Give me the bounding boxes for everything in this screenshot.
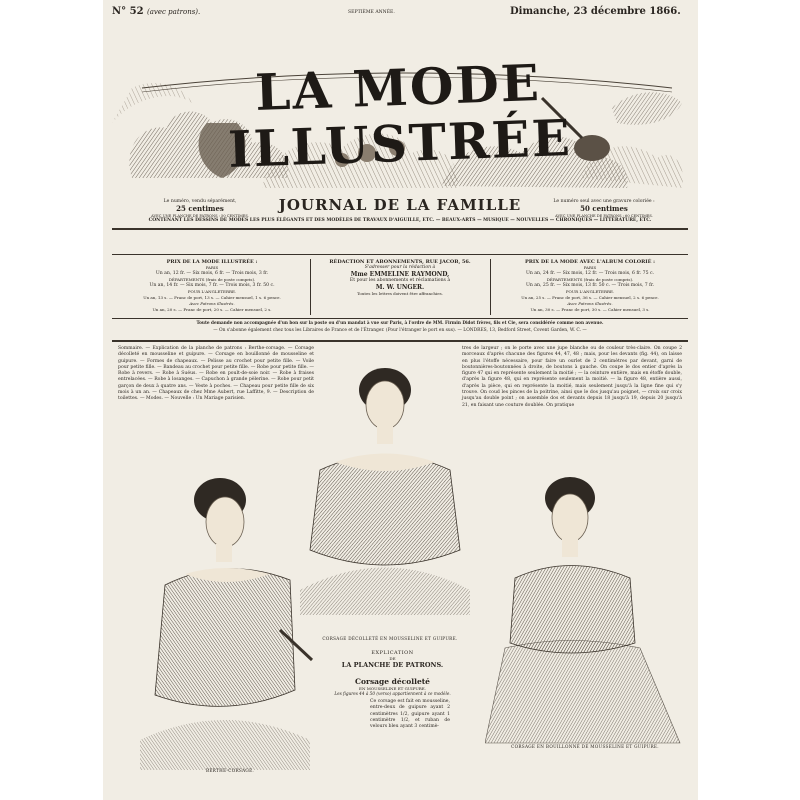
middle-info-line: S'adresser pour la rédaction à (364, 265, 436, 270)
subtitle: JOURNAL DE LA FAMILLE (278, 196, 522, 214)
divider (112, 318, 688, 319)
divider (112, 340, 688, 342)
year-label: SEPTIÈME ANNÉE. (348, 10, 395, 15)
left-info-line: Un an, 20 s. — Franc de port, 20 s. — Cahier mensuel, 2 s. (152, 307, 272, 312)
left-price-box (130, 199, 270, 219)
caption-right: CORSAGE EN BOUILLONNÉ DE MOUSSELINE ET GUIPURE. (511, 744, 659, 749)
editorial-address (314, 259, 486, 297)
caption-center: CORSAGE DÉCOLLETÉ EN MOUSSELINE ET GUIPURE. (322, 636, 458, 641)
left-info-line: POUR L'ANGLETERRE. (187, 289, 237, 294)
explication-subtitle: Corsage décolleté (355, 677, 430, 686)
sommaire-text: Sommaire. — Explication de la planche de patrons : Berthe-corsage. — Corsage décolleté en mousseline et guipure. — Corsage en bouillonné de mousseline et guipure. — Formes de chapeaux. — Pelisse au crochet pour petite fille. — Voile pour petite fille. — Bandeau au crochet pour petite fille. — Robe pour petite fille. — Robe à revers. — Robe à Suéus. — Robe en poult-de-soie noir. — Robe à fraises entrelacées. — Robe à losanges. — Capuchon à grande pèlerine. — Robe pour petit garçon de deux à quatre ans. — Veste à poches. — Chapeau pour petite fille de six mois à un an. — Chapeaux de chez Mme Aubert, rue Laffitte, 9. — Description de toilettes. — Modes. — Nouvelle : Un Mariage parisien. (118, 346, 314, 402)
right-info-line: Un an, 24 fr. — Six mois, 12 fr. — Trois mois, 6 fr. 75 c. (526, 271, 654, 276)
explication-de: DE (389, 656, 396, 661)
issue-number-text: N° 52 (112, 6, 144, 17)
left-info-title: PRIX DE LA MODE ILLUSTRÉE : (166, 259, 258, 265)
center-engraving (300, 350, 470, 640)
explication-title: LA PLANCHE DE PATRONS. (341, 661, 444, 669)
right-info-line: Avec Patrons illustrés. (567, 301, 613, 306)
caption-left: BERTHE-CORSAGE. (205, 768, 255, 773)
left-info-line: Un an, 12 fr. — Six mois, 6 fr. — Trois mois, 3 fr. (155, 271, 269, 276)
middle-info-line: Toutes les lettres doivent être affranchies. (357, 291, 443, 296)
right-price-line-1: Le numéro seul avec une gravure coloriée : (553, 199, 655, 204)
issue-number (112, 6, 200, 17)
subscription-prices-right (494, 259, 686, 313)
subscription-prices-left (118, 259, 306, 313)
issue-note: (avec patrons). (147, 8, 201, 16)
publisher-name: M. W. UNGER. (375, 284, 425, 291)
contents-line: CONTENANT LES DESSINS DE MODES LES PLUS ÉLÉGANTS ET DES MODÈLES DE TRAVAUX D'AIGUILLE, ETC. — BEAUX-ARTS — MUSIQUE — NOUVELLES — CHRONIQUES — LITTÉRATURE, ETC. (148, 218, 652, 223)
explication-body: Ce corsage est fait en mousseline, entre-deux de guipure ayant 2 centimètres 1/2, guipure ayant 1 centimètre 1/2, et ruban de velours bleu ayant 3 centimè- (370, 699, 450, 730)
left-price-line-2: 25 centimes (176, 204, 224, 213)
subscription-notice: — On s'abonne également chez tous les Libraires de France et de l'Étranger. (Pour l'étranger le port en sus). — LONDRES, 13, Bedford Street, Covent Garden, W. C. — (213, 328, 587, 333)
fashion-figure-left (130, 470, 315, 770)
left-price-line-1: Le numéro, vendu séparément, (163, 199, 237, 204)
issue-date: Dimanche, 23 décembre 1866. (510, 6, 681, 17)
left-engraving (130, 470, 315, 770)
right-info-title: PRIX DE LA MODE AVEC L'ALBUM COLORIÉ : (524, 259, 655, 265)
right-info-line: Un an, 25 fr. — Six mois, 13 fr. 50 c. — Trois mois, 7 fr. (526, 283, 654, 288)
payment-notice: Toute demande non accompagnée d'un bon sur la poste ou d'un mandat à vue sur Paris, à l'ordre de MM. Firmin Didot frères, fils et Cie, sera considérée comme non avenue. (196, 320, 604, 325)
article-text-right: tres de largeur ; on le porte avec une jupe blanche ou de couleur très-claire. On coupe 2 morceaux d'après chacune des figures 44, 47, 48 ; mais, pour les devants (fig. 44), on laisse en plus l'étoffe nécessaire, pour faire un ourlet de 2 centimètres par devant, garni de boutonnières-boutonnées à droite, de boutons à gauche. On coupe le dos entier d'après la figure 47 qui en représente seulement la moitié ; — la ceinture entière, mais en étoffe double, d'après la figure 48, qui en représente seulement la moitié. — la figure 48, entière aussi, d'après la pièce, qui en représente la moitié, mais seulement jusqu'à la ligne fine qui s'y trouve. On coud les pinces de la poitrine, ainsi que le dos jusqu'au poignet, — croix sur croix jusqu'au double point ; on assemble dos et devants depuis 18 jusqu'à 19, depuis 20 jusqu'à 21, en faisant une couture doublée. On pratique (462, 346, 682, 408)
explication-label: EXPLICATION (371, 650, 414, 656)
explication-figures: Les figures 44 à 50 (verso) appartiennent à ce modèle. (334, 691, 451, 696)
right-price-line-3: AVEC UNE PLANCHE DE PATRONS : 60 CENTIMES. (555, 214, 653, 218)
left-info-line: DÉPARTEMENTS (frais de poste compris). (168, 277, 256, 282)
left-price-line-3: AVEC UNE PLANCHE DE PATRONS : 50 CENTIMES. (151, 214, 249, 218)
right-info-line: POUR L'ANGLETERRE. (565, 289, 615, 294)
right-price-line-2: 50 centimes (580, 204, 628, 213)
right-info-line: Un an, 30 s. — Franc de port, 30 s. — Cahier mensuel, 3 s. (530, 307, 650, 312)
masthead-title: LA MODE ILLUSTRÉE (227, 53, 573, 179)
left-info-line: PARIS (205, 265, 219, 270)
editor-name: Mme EMMELINE RAYMOND, (350, 271, 450, 278)
explication-block (325, 650, 460, 730)
middle-info-title: RÉDACTION ET ABONNEMENTS, RUE JACOB, 56. (329, 259, 471, 265)
fashion-figure-center (300, 350, 470, 640)
top-divider (112, 228, 688, 230)
divider (112, 254, 688, 255)
column-divider (490, 259, 491, 315)
column-divider (310, 259, 311, 315)
explication-subtitle-2: EN MOUSSELINE ET GUIPURE. (359, 686, 426, 691)
right-info-line: PARIS (583, 265, 597, 270)
left-info-line: Un an, 14 fr. — Six mois, 7 fr. — Trois mois, 3 fr. 50 c. (149, 283, 275, 288)
right-info-line: Un an, 25 s. — Franc de port, 36 s. — Cahier mensuel, 2 s. 6 pence. (521, 295, 659, 300)
right-engraving (485, 468, 685, 748)
left-info-line: Avec Patrons illustrés. (189, 301, 235, 306)
right-info-line: DÉPARTEMENTS (frais de poste compris). (546, 277, 634, 282)
right-price-box (528, 199, 680, 219)
left-info-line: Un an, 13 s. — Franc de port, 13 s. — Cahier mensuel, 1 s. 6 pence. (143, 295, 281, 300)
middle-info-line: Et pour les abonnements et réclamations à (349, 278, 451, 283)
fashion-figure-right (485, 468, 685, 748)
